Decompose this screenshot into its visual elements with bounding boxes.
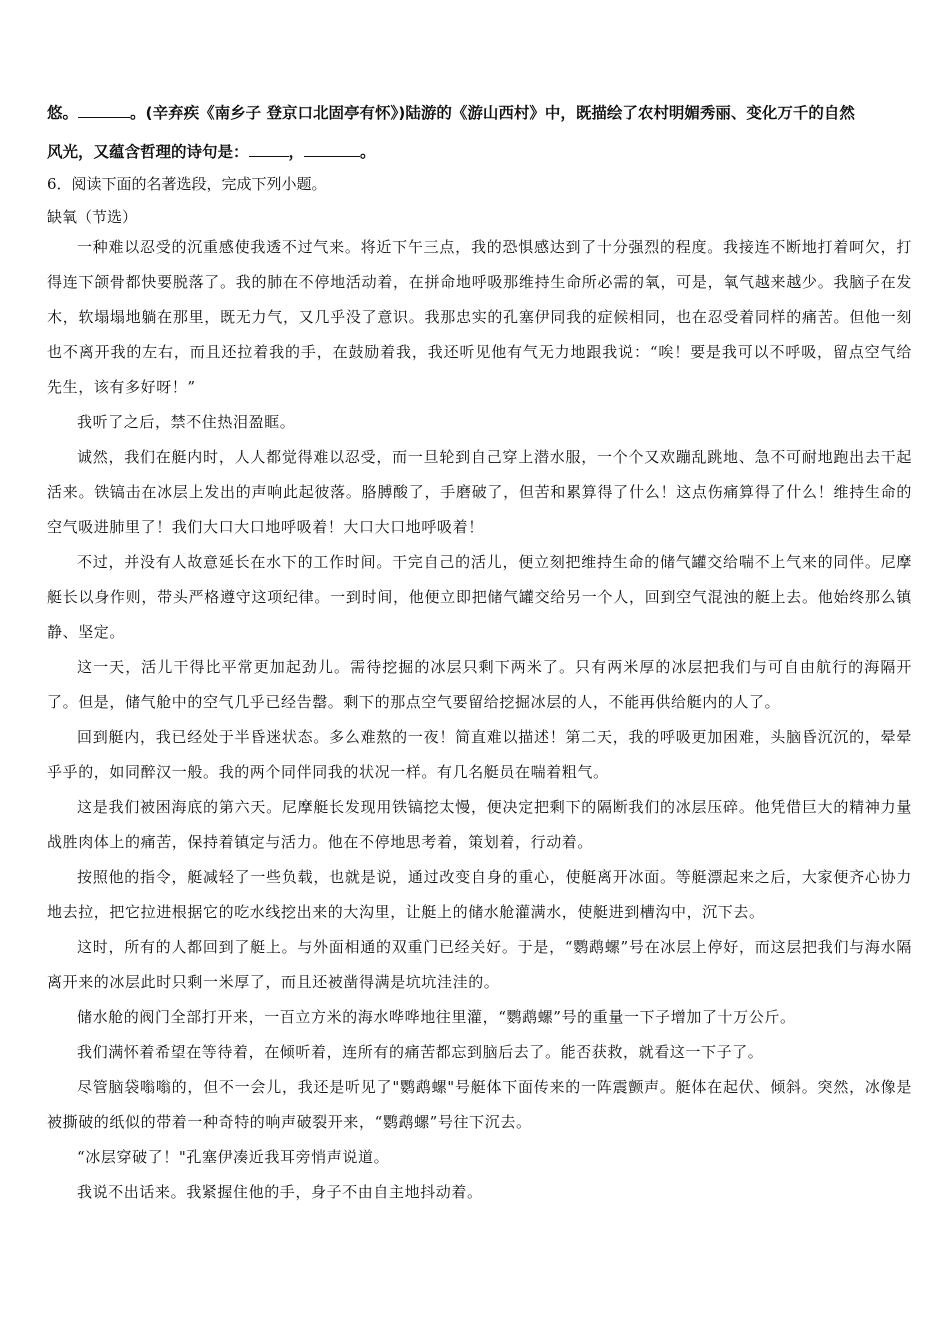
paragraph: 这时，所有的人都回到了艇上。与外面相通的双重门已经关好。于是，“鹦鹉螺”号在冰层上停好，而这层把我们与海水隔离开来的冰层此时只剩一米厚了，而且还被凿得满是坑坑洼洼的。	[47, 938, 912, 991]
paragraph: 这一天，活儿干得比平常更加起劲儿。需待挖掘的冰层只剩下两米了。只有两米厚的冰层把我们与可自由航行的海隔开了。但是，储气舱中的空气几乎已经告罄。剩下的那点空气要留给挖掘冰层的人，不能再供给艇内的人了。	[47, 658, 912, 711]
paragraph: 回到艇内，我已经处于半昏迷状态。多么难熬的一夜！简直难以描述！第二天，我的呼吸更加困难，头脑昏沉沉的，晕晕乎乎的，如同醉汉一般。我的两个同伴同我的状况一样。有几名艇员在喘着粗气。	[47, 728, 912, 781]
paragraph: 一种难以忍受的沉重感使我透不过气来。将近下午三点，我的恐惧感达到了十分强烈的程度。我接连不断地打着呵欠，打得连下颌骨都快要脱落了。我的肺在不停地活动着，在拼命地呼吸那维持生命所必需的氧，可是，氧气越来越少。我脑子在发木，软塌塌地躺在那里，既无力气，又几乎没了意识。我那忠实的孔塞伊同我的症候相同，也在忍受着同样的痛苦。但他一刻也不离开我的左右，而且还拉着我的手，在鼓励着我，我还听见他有气无力地跟我说：“唉！要是我可以不呼吸，留点空气给先生，该有多好呀！”	[47, 238, 912, 396]
question5-line2	[47, 142, 917, 162]
question5-line2-end: 。	[360, 143, 376, 161]
answer-blank-1[interactable]	[78, 103, 130, 118]
excerpt-title: 缺氧（节选）	[47, 208, 138, 226]
paragraph: 我听了之后，禁不住热泪盈眶。	[77, 413, 296, 431]
paragraph: “冰层穿破了！"孔塞伊凑近我耳旁悄声说道。	[77, 1148, 390, 1166]
paragraph: 这是我们被困海底的第六天。尼摩艇长发现用铁镐挖太慢，便决定把剩下的隔断我们的冰层压碎。他凭借巨大的精神力量战胜肉体上的痛苦，保持着镇定与活力。他在不停地思考着，策划着，行动着。	[47, 798, 912, 851]
question5-line2-sep: ，	[288, 143, 305, 161]
paragraph: 按照他的指令，艇减轻了一些负载，也就是说，通过改变自身的重心，使艇离开冰面。等艇漂起来之后，大家便齐心协力地去拉，把它拉进根据它的吃水线挖出来的大沟里，让艇上的储水舱灌满水，使艇进到槽沟中，沉下去。	[47, 868, 912, 921]
paragraph: 储水舱的阀门全部打开来，一百立方米的海水哗哗地往里灌，“鹦鹉螺”号的重量一下子增加了十万公斤。	[77, 1008, 796, 1026]
question5-line1-end: 。(辛弃疾《南乡子 登京口北固亭有怀》)陆游的《游山西村》中，既描绘了农村明媚秀丽、变化万千的自然	[130, 104, 855, 122]
paragraph: 诚然，我们在艇内时，人人都觉得难以忍受，而一旦轮到自己穿上潜水服，一个个又欢蹦乱跳地、急不可耐地跑出去干起活来。铁镐击在冰层上发出的声响此起彼落。胳膊酸了，手磨破了，但苦和累算得了什么！这点伤痛算得了什么！维持生命的空气吸进肺里了！我们大口大口地呼吸着！大口大口地呼吸着！	[47, 448, 912, 536]
paragraph: 不过，并没有人故意延长在水下的工作时间。干完自己的活儿，便立刻把维持生命的储气罐交给喘不上气来的同伴。尼摩艇长以身作则，带头严格遵守这项纪律。一到时间，他便立即把储气罐交给另一个人，回到空气混浊的艇上去。他始终那么镇静、坚定。	[47, 553, 912, 641]
question5-line2-start: 风光，又蕴含哲理的诗句是：	[47, 143, 249, 161]
excerpt-body	[47, 230, 912, 1210]
paragraph: 尽管脑袋嗡嗡的，但不一会儿，我还是听见了"鹦鹉螺"号艇体下面传来的一阵震颤声。艇体在起伏、倾斜。突然，冰像是被撕破的纸似的带着一种奇特的响声破裂开来，“鹦鹉螺”号往下沉去。	[47, 1078, 912, 1131]
answer-blank-3[interactable]	[304, 142, 360, 157]
question6-prompt: 6．阅读下面的名著选段，完成下列小题。	[47, 175, 327, 193]
question5-line1	[47, 103, 917, 123]
paragraph: 我说不出话来。我紧握住他的手，身子不由自主地抖动着。	[77, 1183, 483, 1201]
paragraph: 我们满怀着希望在等待着，在倾听着，连所有的痛苦都忘到脑后去了。能否获救，就看这一下子了。	[77, 1043, 764, 1061]
question5-line1-start: 悠。	[47, 104, 79, 122]
answer-blank-2[interactable]	[249, 142, 289, 157]
